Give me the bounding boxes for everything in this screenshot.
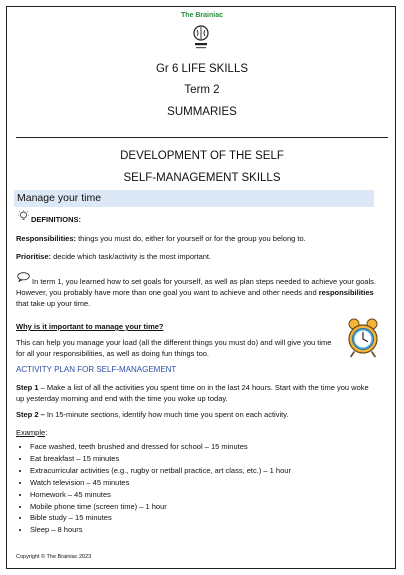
step-1-label: Step 1 bbox=[16, 383, 39, 392]
topic-band bbox=[14, 190, 374, 207]
list-item: • Face washed, teeth brushed and dressed for school – 15 minutes bbox=[30, 441, 385, 453]
term-responsibilities: Responsibilities: bbox=[16, 234, 77, 243]
intro-text-bold: responsibilities bbox=[318, 288, 374, 297]
term-title: Term 2 bbox=[184, 84, 220, 96]
section-title: DEVELOPMENT OF THE SELF bbox=[120, 150, 284, 162]
step-2-text: In 15-minute sections, identify how much time you spent on each activity. bbox=[44, 410, 289, 419]
why-heading: Why is it important to manage your time? bbox=[16, 322, 164, 331]
list-item: • Eat breakfast – 15 minutes bbox=[30, 453, 385, 465]
list-item: • Mobile phone time (screen time) – 1 hour bbox=[30, 501, 385, 513]
list-item: • Watch television – 45 minutes bbox=[30, 477, 385, 489]
summaries-title: SUMMARIES bbox=[167, 106, 237, 118]
alarm-clock-icon bbox=[346, 318, 380, 358]
definitions-heading: DEFINITIONS: bbox=[31, 215, 81, 224]
definition-responsibilities-text: things you must do, either for yourself or for the group you belong to. bbox=[76, 234, 306, 243]
step-2-label: Step 2 – bbox=[16, 410, 45, 419]
definition-prioritise-text: decide which task/activity is the most important. bbox=[51, 252, 212, 261]
intro-text-1: In term 1, you learned how to set goals for yourself, as well as plan steps needed to achieve your goals. However, you probably have more than one goal you want to achieve and other needs and bbox=[16, 277, 376, 297]
list-item: • Sleep – 8 hours bbox=[30, 524, 385, 536]
example-colon: : bbox=[45, 428, 48, 437]
step-1-text: – Make a list of all the activities you spent time on in the last 24 hours. Start with the time you woke up yesterday morning and end with the time you woke up today. bbox=[16, 383, 369, 403]
brand-name: The Brainiac bbox=[180, 12, 223, 19]
copyright-footer: Copyright © The Brainiac 2023 bbox=[16, 554, 92, 560]
definition-responsibilities bbox=[16, 233, 376, 244]
example-list bbox=[16, 441, 385, 536]
subsection-title: SELF-MANAGEMENT SKILLS bbox=[123, 172, 281, 184]
topic-heading: Manage your time bbox=[17, 192, 102, 204]
grade-title: Gr 6 LIFE SKILLS bbox=[155, 63, 249, 75]
lightbulb-icon bbox=[18, 210, 29, 222]
list-item: • Homework – 45 minutes bbox=[30, 489, 385, 501]
activity-plan-heading: ACTIVITY PLAN FOR SELF-MANAGEMENT bbox=[16, 365, 177, 374]
list-item: • Bible study – 15 minutes bbox=[30, 512, 385, 524]
definition-prioritise bbox=[16, 251, 376, 262]
divider bbox=[16, 137, 388, 138]
intro-paragraph bbox=[16, 276, 376, 309]
step-1 bbox=[16, 382, 376, 404]
list-item: • Extracurricular activities (e.g., rugby or netball practice, art class, etc.) – 1 hour bbox=[30, 465, 385, 477]
why-text: This can help you manage your load (all the different things you must do) and will give you time for all your responsibilities, as well as doing fun things too. bbox=[16, 338, 332, 358]
example-heading bbox=[16, 427, 376, 438]
term-prioritise: Prioritise: bbox=[16, 252, 52, 261]
example-label: Example bbox=[16, 428, 46, 437]
step-2 bbox=[16, 409, 376, 420]
brain-logo-icon bbox=[190, 24, 212, 52]
intro-text-2: that take up your time. bbox=[16, 299, 91, 308]
